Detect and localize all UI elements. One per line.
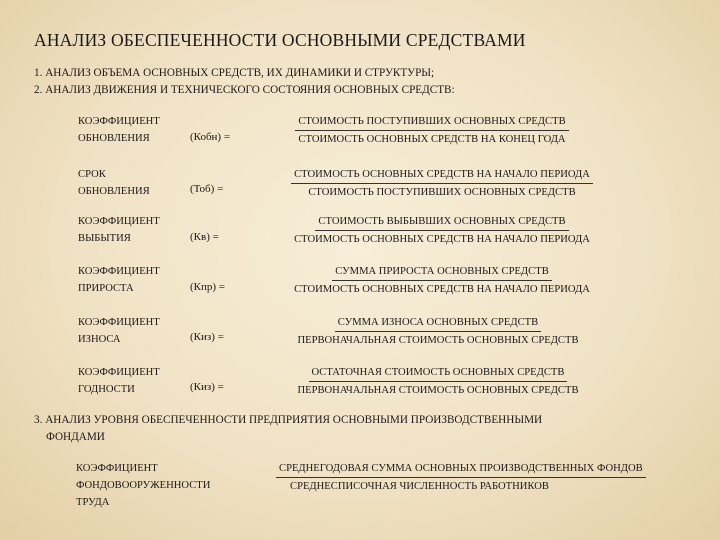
- formula-label-line1: КОЭФФИЦИЕНТ: [78, 216, 160, 227]
- formula-label-line2: ВЫБЫТИЯ: [78, 233, 131, 244]
- formula-fraction: [268, 314, 608, 349]
- formula-label: [78, 113, 160, 147]
- formula-label-line1: КОЭФФИЦИЕНТ: [78, 266, 160, 277]
- formula-denominator: СТОИМОСТЬ ОСНОВНЫХ СРЕДСТВ НА КОНЕЦ ГОДА: [298, 134, 566, 145]
- formula-label-line2: ОБНОВЛЕНИЯ: [78, 186, 150, 197]
- formula-numerator: СУММА ПРИРОСТА ОСНОВНЫХ СРЕДСТВ: [332, 263, 552, 281]
- formula-fraction: [276, 460, 706, 495]
- formula-fraction: [272, 113, 592, 148]
- formula-fraction: [272, 166, 612, 201]
- formula-fraction: [268, 263, 616, 298]
- formula-fraction: [268, 364, 608, 399]
- formula-symbol: (Кпр) =: [190, 281, 226, 293]
- formula-numerator: СТОИМОСТЬ ВЫБЫВШИХ ОСНОВНЫХ СРЕДСТВ: [315, 213, 568, 231]
- formula-numerator: СУММА ИЗНОСА ОСНОВНЫХ СРЕДСТВ: [335, 314, 541, 332]
- formula-label-line2: ПРИРОСТА: [78, 283, 134, 294]
- formula-fraction: [268, 213, 616, 248]
- formula-numerator: ОСТАТОЧНАЯ СТОИМОСТЬ ОСНОВНЫХ СРЕДСТВ: [309, 364, 568, 382]
- formula-label-line2: ОБНОВЛЕНИЯ: [78, 133, 150, 144]
- formula-denominator: ПЕРВОНАЧАЛЬНАЯ СТОИМОСТЬ ОСНОВНЫХ СРЕДСТВ: [297, 385, 579, 396]
- formula-numerator: СТОИМОСТЬ ОСНОВНЫХ СРЕДСТВ НА НАЧАЛО ПЕРИОДА: [291, 166, 593, 184]
- formula-symbol: (Киз) =: [190, 381, 224, 393]
- formula-label: [78, 166, 150, 200]
- formula-label: [76, 460, 210, 511]
- formula-symbol: (Киз) =: [190, 331, 224, 343]
- formula-symbol: (Тоб) =: [190, 183, 224, 195]
- formula-label: [78, 263, 160, 297]
- formula-denominator: СТОИМОСТЬ ПОСТУПИВШИХ ОСНОВНЫХ СРЕДСТВ: [308, 187, 576, 198]
- formula-label-line2: ФОНДОВООРУЖЕННОСТИ: [76, 480, 211, 491]
- section-3-line2: ФОНДАМИ: [46, 431, 105, 443]
- formula-label: [78, 364, 160, 398]
- formula-denominator: СРЕДНЕСПИСОЧНАЯ ЧИСЛЕННОСТЬ РАБОТНИКОВ: [290, 481, 549, 492]
- formula-label-line1: КОЭФФИЦИЕНТ: [78, 317, 160, 328]
- page-title: АНАЛИЗ ОБЕСПЕЧЕННОСТИ ОСНОВНЫМИ СРЕДСТВАМИ: [34, 30, 526, 50]
- formula-symbol: (Кв) =: [190, 231, 219, 243]
- formula-label-line1: СРОК: [78, 169, 106, 180]
- section-1: 1. АНАЛИЗ ОБЪЕМА ОСНОВНЫХ СРЕДСТВ, ИХ ДИНАМИКИ И СТРУКТУРЫ;: [34, 67, 435, 79]
- formula-label-line2: ИЗНОСА: [78, 334, 121, 345]
- formula-denominator: ПЕРВОНАЧАЛЬНАЯ СТОИМОСТЬ ОСНОВНЫХ СРЕДСТВ: [297, 335, 579, 346]
- formula-label-line3: ТРУДА: [76, 497, 110, 508]
- formula-label: [78, 314, 160, 348]
- formula-label-line1: КОЭФФИЦИЕНТ: [76, 463, 158, 474]
- formula-label-line1: КОЭФФИЦИЕНТ: [78, 116, 160, 127]
- formula-numerator: СРЕДНЕГОДОВАЯ СУММА ОСНОВНЫХ ПРОИЗВОДСТВЕННЫХ ФОНДОВ: [276, 460, 646, 478]
- section-2: 2. АНАЛИЗ ДВИЖЕНИЯ И ТЕХНИЧЕСКОГО СОСТОЯНИЯ ОСНОВНЫХ СРЕДСТВ:: [34, 84, 455, 96]
- formula-denominator: СТОИМОСТЬ ОСНОВНЫХ СРЕДСТВ НА НАЧАЛО ПЕРИОДА: [294, 284, 590, 295]
- formula-label-line1: КОЭФФИЦИЕНТ: [78, 367, 160, 378]
- formula-label: [78, 213, 160, 247]
- formula-symbol: (Кобн) =: [190, 131, 231, 143]
- formula-numerator: СТОИМОСТЬ ПОСТУПИВШИХ ОСНОВНЫХ СРЕДСТВ: [295, 113, 568, 131]
- formula-label-line2: ГОДНОСТИ: [78, 384, 135, 395]
- section-3-line1: 3. АНАЛИЗ УРОВНЯ ОБЕСПЕЧЕННОСТИ ПРЕДПРИЯТИЯ ОСНОВНЫМИ ПРОИЗВОДСТВЕННЫМИ: [34, 414, 543, 426]
- formula-denominator: СТОИМОСТЬ ОСНОВНЫХ СРЕДСТВ НА НАЧАЛО ПЕРИОДА: [294, 234, 590, 245]
